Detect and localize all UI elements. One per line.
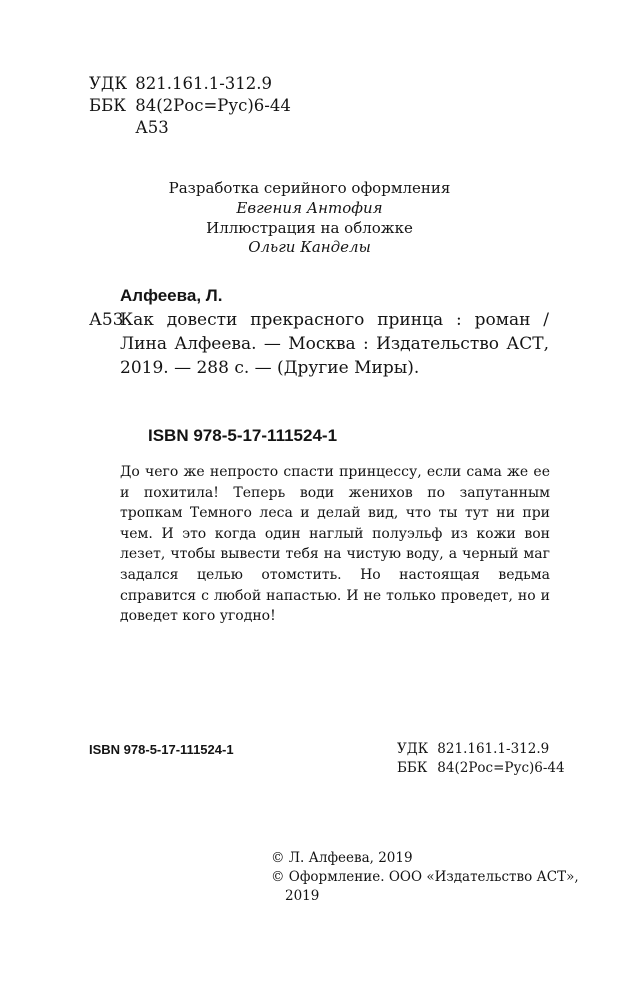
record-line: Лина Алфеева. — Москва : Издательство АСТ, xyxy=(120,334,549,354)
classification-top xyxy=(89,73,291,139)
annotation: До чего же непросто спасти принцессу, если сама же ее и похитила! Теперь води женихов по запутанным тропкам Темного леса и делай вид, что ты тут ни при чем. И это когда один наглый полуэльф из кожи вон лезет, чтобы вывести тебя на чистую воду, а черный маг задался целью отомстить. Но настоящая ведьма справится с любой напастью. И не только проведет, но и доведет кого угодно! xyxy=(120,464,550,625)
copyright-line: 2019 xyxy=(285,888,320,904)
record-author: Алфеева, Л. xyxy=(120,286,223,305)
credits xyxy=(0,179,619,258)
bbk-label: ББК xyxy=(89,96,127,115)
copyright-line: © Л. Алфеева, 2019 xyxy=(271,850,413,866)
classification-footer xyxy=(397,740,565,778)
illustrator: Ольги Канделы xyxy=(248,238,371,257)
record-body xyxy=(89,308,549,380)
record-mark: А53 xyxy=(89,310,124,330)
cover-illustration-label: Иллюстрация на обложке xyxy=(206,218,413,237)
udk-value: 821.161.1-312.9 xyxy=(135,74,273,93)
udk-line xyxy=(89,73,291,95)
isbn-main: ISBN 978-5-17-111524-1 xyxy=(148,426,338,445)
series-designer: Евгения Антофия xyxy=(236,198,383,217)
bbk-line xyxy=(89,95,291,117)
series-design-label: Разработка серийного оформления xyxy=(168,179,451,197)
bbk-line-footer xyxy=(397,759,565,778)
udk-value-footer: 821.161.1-312.9 xyxy=(437,741,550,757)
udk-label-footer: УДК xyxy=(397,741,429,757)
copyright-line: © Оформление. ООО «Издательство АСТ», xyxy=(271,869,579,885)
isbn-footer: ISBN 978-5-17-111524-1 xyxy=(89,742,234,757)
bbk-value: 84(2Рос=Рус)6-44 xyxy=(135,96,291,115)
bibliographic-record xyxy=(89,284,549,380)
bbk-value-footer: 84(2Рос=Рус)6-44 xyxy=(437,760,565,776)
udk-line-footer xyxy=(397,740,565,759)
record-lines xyxy=(120,308,549,380)
record-line: Как довести прекрасного принца : роман / xyxy=(120,310,549,330)
author-mark-line xyxy=(89,117,291,139)
bbk-label-footer: ББК xyxy=(397,760,428,776)
copyright xyxy=(271,849,579,906)
author-mark: А53 xyxy=(135,118,169,137)
udk-label: УДК xyxy=(89,74,128,93)
record-line: 2019. — 288 с. — (Другие Миры). xyxy=(120,358,420,378)
